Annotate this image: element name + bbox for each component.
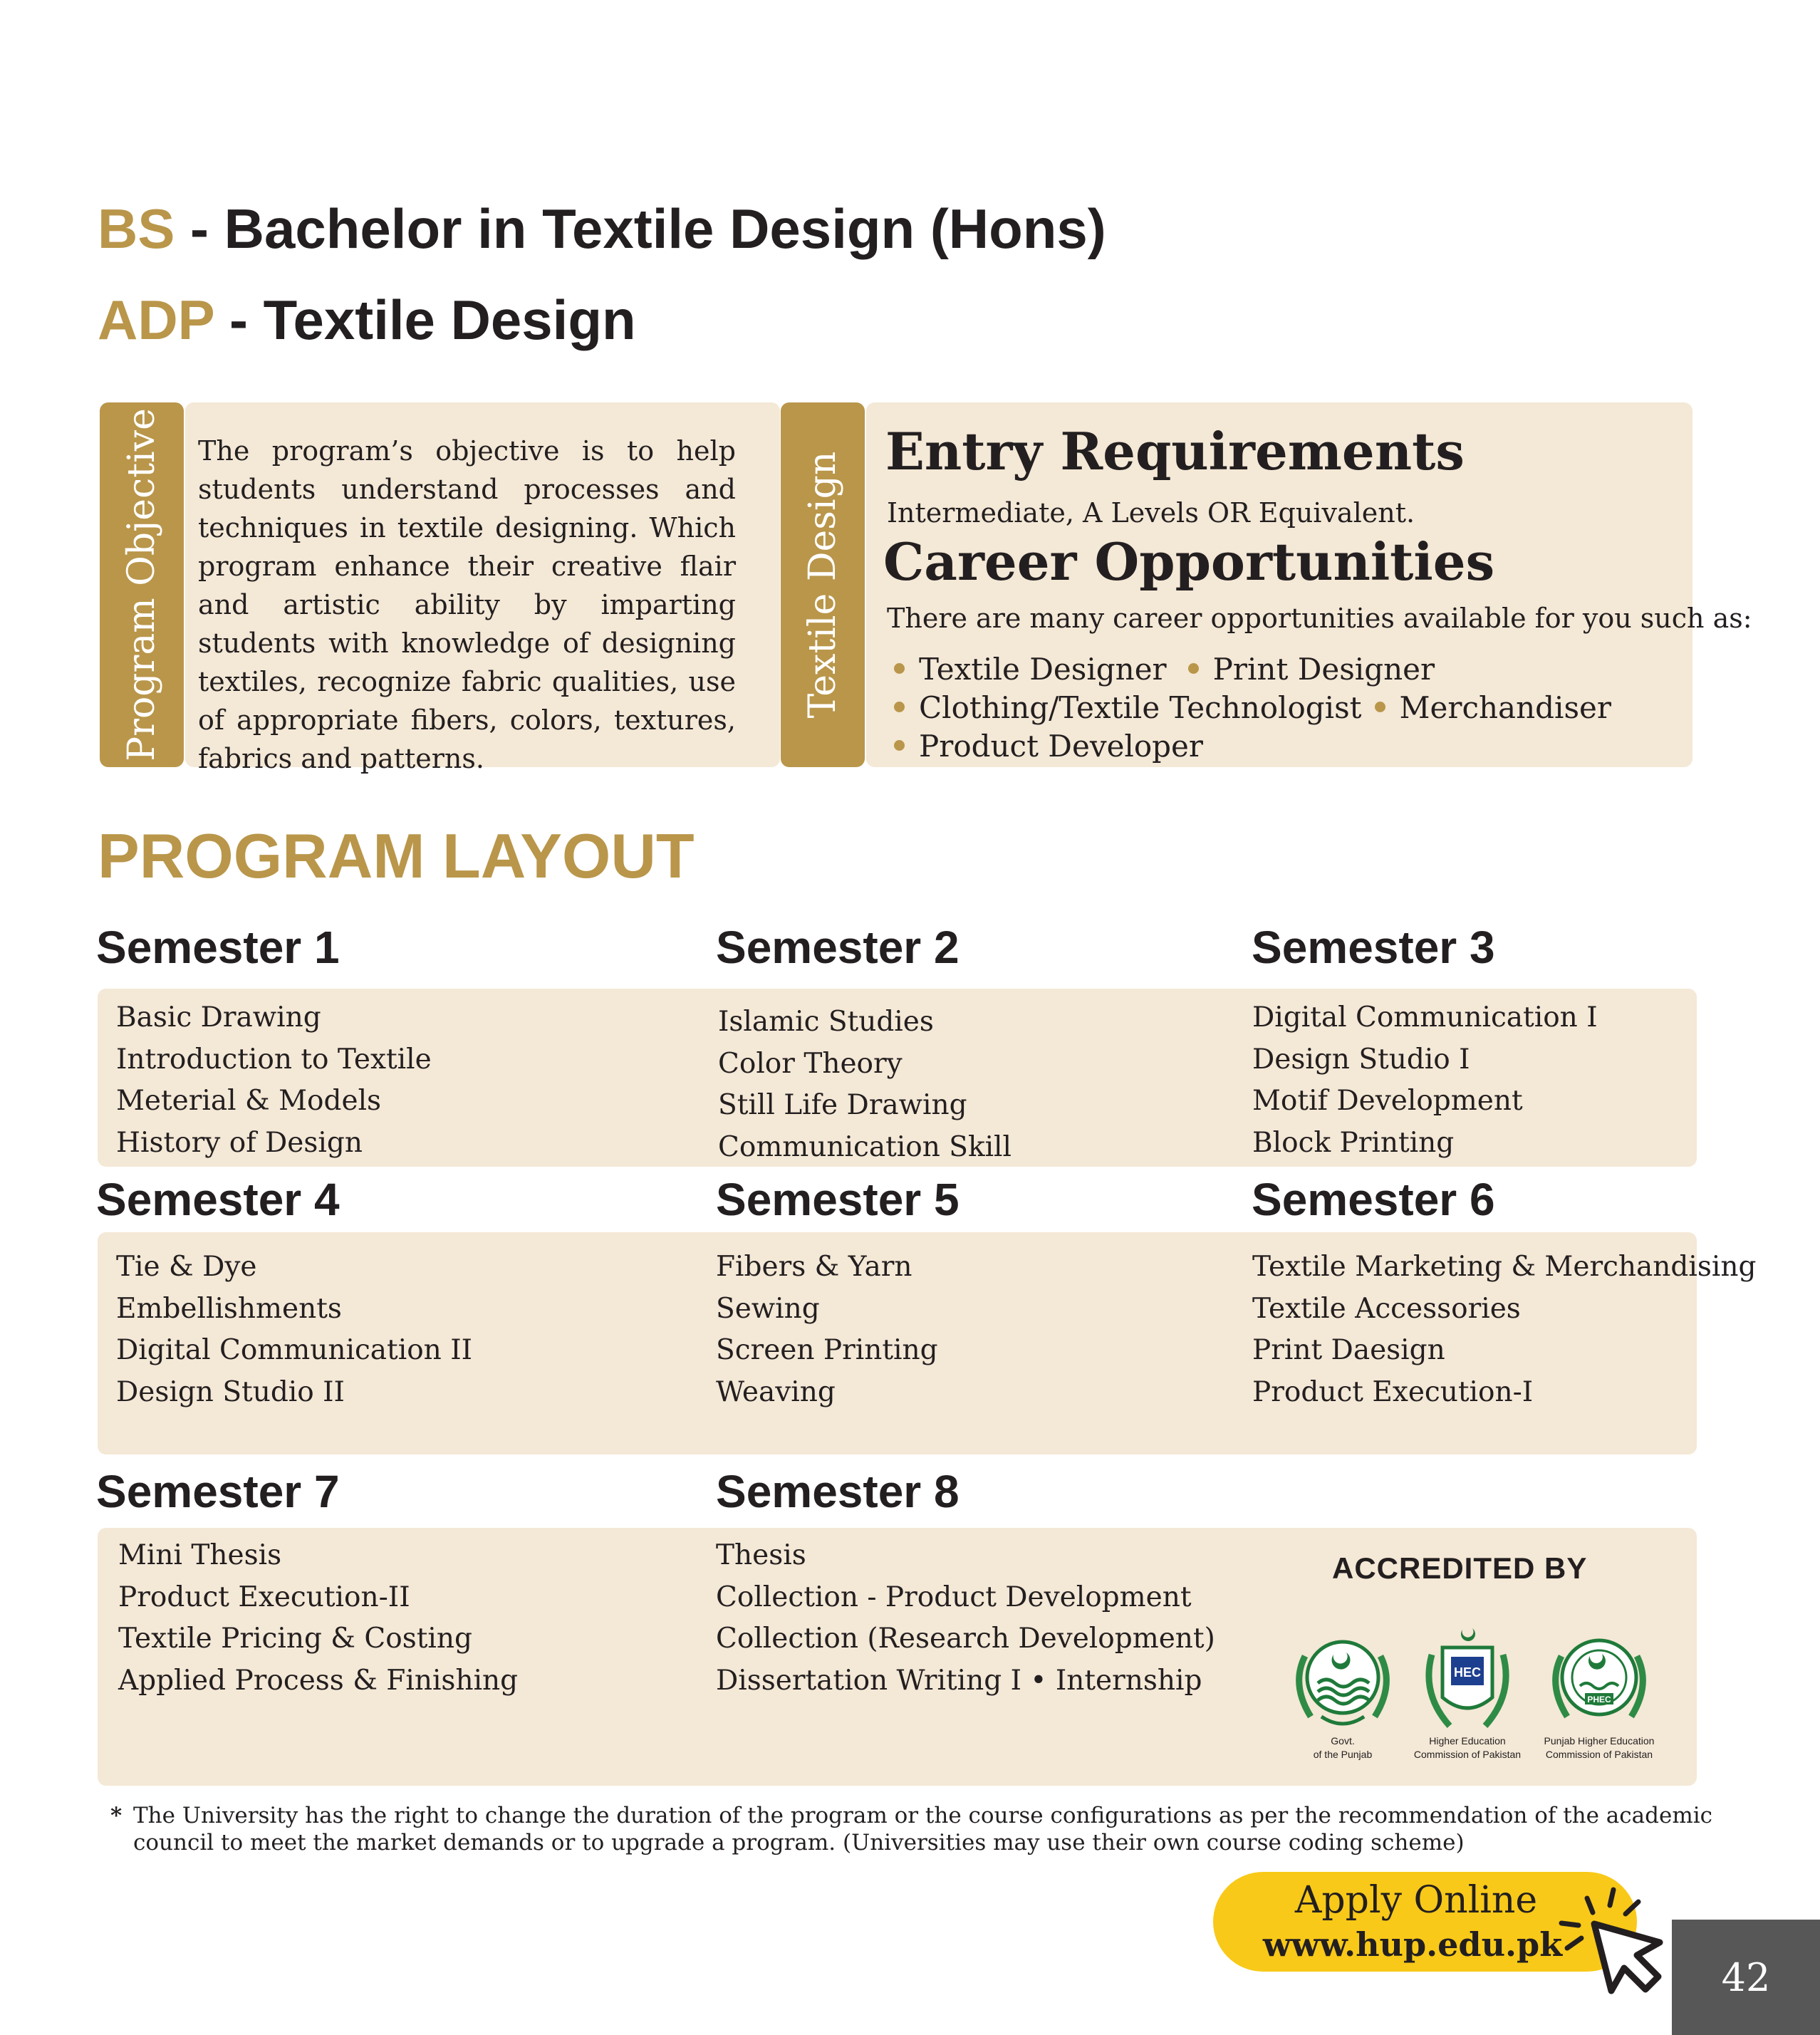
career-item: Merchandiser: [1399, 690, 1611, 725]
semester-3-title: Semester 3: [1252, 922, 1495, 973]
career-item: Clothing/Textile Technologist: [919, 690, 1362, 725]
course-item: Thesis: [716, 1539, 806, 1571]
career-opportunities-heading: Career Opportunities: [883, 531, 1495, 592]
career-item: Print Designer: [1212, 652, 1435, 687]
apply-online-label: Apply Online: [1294, 1879, 1538, 1922]
semester-2-title: Semester 2: [716, 922, 960, 973]
semester-5-courses: [716, 1246, 938, 1413]
title-bs: [98, 197, 1106, 260]
semester-5-title: Semester 5: [716, 1174, 960, 1225]
course-item: Textile Accessories: [1252, 1292, 1521, 1325]
semester-6-title: Semester 6: [1252, 1174, 1495, 1225]
semester-2-courses: [718, 1001, 1012, 1168]
program-objective-text: The program’s objective is to help students understand processes and techniques in textile designing. Which program enhance their creative flair and artistic ability by imparting students with knowledge of designing textiles, recognize fabric qualities, use of appropriate fibers, colors, textures, fabrics and patterns.: [198, 435, 736, 774]
bullet-icon: [894, 702, 905, 712]
course-item: Meterial & Models: [116, 1085, 382, 1117]
bullet-icon: [894, 663, 905, 674]
hec-caption: [1407, 1734, 1528, 1761]
footnote: [110, 1802, 1713, 1856]
phec-caption: [1532, 1734, 1667, 1761]
course-item: History of Design: [116, 1126, 363, 1159]
career-row: [894, 650, 1611, 689]
footnote-asterisk: *: [110, 1803, 123, 1828]
page-number: 42: [1672, 1920, 1820, 2035]
course-item: Dissertation Writing I • Internship: [716, 1664, 1202, 1697]
program-layout-heading: PROGRAM LAYOUT: [98, 821, 695, 891]
course-item: Introduction to Textile: [116, 1043, 432, 1076]
course-item: Still Life Drawing: [718, 1089, 967, 1121]
career-item: Textile Designer: [919, 652, 1167, 687]
course-item: Digital Communication I: [1252, 1001, 1598, 1034]
course-item: Islamic Studies: [718, 1006, 934, 1038]
course-item: Print Daesign: [1252, 1334, 1445, 1366]
accredited-by-heading: ACCREDITED BY: [1332, 1551, 1588, 1585]
course-item: Block Printing: [1252, 1126, 1455, 1159]
entry-requirements-text: Intermediate, A Levels OR Equivalent.: [887, 497, 1415, 529]
course-item: Communication Skill: [718, 1130, 1012, 1163]
semester-7-title: Semester 7: [96, 1466, 340, 1517]
program-objective-tab-label: Program Objective: [120, 408, 163, 761]
course-item: Screen Printing: [716, 1334, 938, 1366]
apply-online-url: www.hup.edu.pk: [1262, 1925, 1563, 1964]
logo-caption-line: Commission of Pakistan: [1413, 1749, 1522, 1760]
semester-4-courses: [116, 1246, 472, 1413]
course-item: Collection (Research Development): [716, 1623, 1215, 1655]
cursor-click-icon: [1553, 1884, 1674, 2005]
course-item: Product Execution-II: [118, 1581, 410, 1613]
bullet-icon: [894, 740, 905, 751]
course-item: Mini Thesis: [118, 1539, 282, 1571]
course-item: Basic Drawing: [116, 1001, 321, 1034]
career-row: [894, 689, 1611, 727]
logo-caption-line: Govt.: [1331, 1735, 1355, 1747]
semester-1-title: Semester 1: [96, 922, 340, 973]
course-item: Tie & Dye: [116, 1251, 257, 1283]
title-adp-prefix: ADP: [98, 288, 214, 351]
logo-caption-line: of the Punjab: [1313, 1749, 1373, 1760]
career-list: [894, 650, 1611, 766]
logo-caption-line: Higher Education: [1429, 1735, 1506, 1747]
semester-6-courses: [1252, 1246, 1756, 1413]
bullet-icon: [1375, 702, 1385, 712]
semester-8-title: Semester 8: [716, 1466, 960, 1517]
bullet-icon: [1188, 663, 1199, 674]
hec-badge: HEC: [1453, 1665, 1482, 1680]
course-item: Sewing: [716, 1292, 820, 1325]
course-item: Textile Marketing & Merchandising: [1252, 1251, 1757, 1283]
course-item: Textile Pricing & Costing: [118, 1623, 472, 1655]
title-adp-text: - Textile Design: [214, 288, 636, 351]
course-item: Product Execution-I: [1252, 1375, 1534, 1408]
title-adp: [98, 288, 636, 351]
footnote-text: The University has the right to change the duration of the program or the course configurations as per the recommendation of the academic council to meet the market demands or to upgrade a program. (Universities may use their own course coding scheme): [133, 1803, 1712, 1856]
title-bs-prefix: BS: [98, 197, 175, 260]
textile-design-tab: [781, 402, 865, 767]
title-bs-text: - Bachelor in Textile Design (Hons): [175, 197, 1106, 260]
course-item: Design Studio II: [116, 1375, 345, 1408]
course-item: Design Studio I: [1252, 1043, 1470, 1076]
career-row: [894, 727, 1611, 766]
course-item: Digital Communication II: [116, 1334, 473, 1366]
course-item: Embellishments: [116, 1292, 342, 1325]
logo-caption-line: Commission of Pakistan: [1545, 1749, 1653, 1760]
course-item: Motif Development: [1252, 1085, 1523, 1117]
entry-requirements-heading: Entry Requirements: [885, 421, 1465, 482]
program-objective-tab: [100, 402, 184, 767]
textile-design-tab-label: Textile Design: [801, 451, 844, 719]
phec-badge: PHEC: [1587, 1695, 1611, 1704]
course-item: Applied Process & Finishing: [118, 1664, 519, 1697]
govt-punjab-emblem-icon: [1289, 1628, 1396, 1734]
course-item: Color Theory: [718, 1047, 903, 1080]
career-opportunities-intro: There are many career opportunities available for you such as:: [887, 603, 1752, 634]
hec-emblem-icon: [1421, 1623, 1514, 1733]
logo-caption-line: Punjab Higher Education: [1544, 1735, 1655, 1747]
semester-8-courses: [716, 1535, 1215, 1702]
career-item: Product Developer: [919, 729, 1203, 764]
course-item: Collection - Product Development: [716, 1581, 1192, 1613]
semester-3-courses: [1252, 997, 1598, 1164]
semester-1-courses: [116, 997, 432, 1164]
govt-punjab-caption: [1282, 1734, 1403, 1761]
course-item: Weaving: [716, 1375, 836, 1408]
phec-emblem-icon: [1546, 1628, 1653, 1734]
semester-4-title: Semester 4: [96, 1174, 340, 1225]
course-item: Fibers & Yarn: [716, 1251, 912, 1283]
semester-7-courses: [118, 1535, 518, 1702]
